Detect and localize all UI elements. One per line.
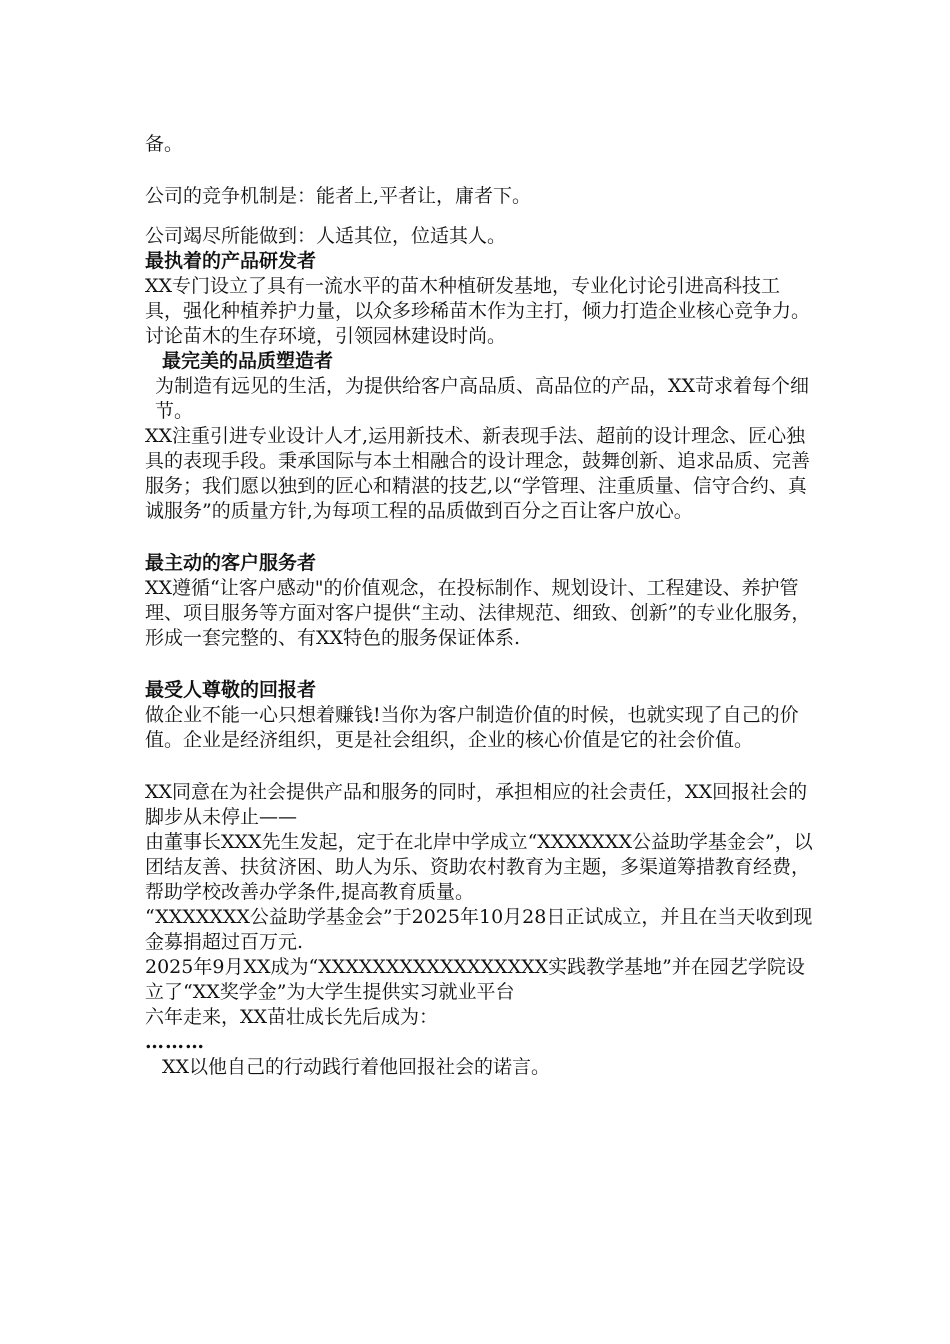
paragraph-quality-design: XX注重引进专业设计人才,运用新技术、新表现手法、超前的设计理念、匠心独具的表现手段。秉承国际与本土相融合的设计理念，鼓舞创新、追求品质、完善服务；我们愿以独到的匠心和精湛的技艺,以“学管理、注重质量、信守合约、真诚服务”的质量方针,为每项工程的品质做到百分之百让客户放心。 [145, 425, 811, 522]
paragraph-fragment: 备。 [145, 133, 184, 155]
paragraph-service: XX遵循“让客户感动"的价值观念，在投标制作、规划设计、工程建设、养护管理、项目服务等方面对客户提供“主动、法律规范、细致、创新”的专业化服务，形成一套完整的、有XX特色的服务保证体系. [145, 577, 811, 649]
heading-quality: 最完美的品质塑造者 [162, 350, 334, 372]
paragraph-teaching-base: 2025年9月XX成为“XXXXXXXXXXXXXXXXX实践教学基地”并在园艺学院设立了“XX奖学金”为大学生提供实习就业平台 [145, 956, 805, 1003]
paragraph-closing: XX以他自己的行动践行着他回报社会的诺言。 [162, 1056, 551, 1078]
paragraph-six-years: 六年走来，XX苗壮成长先后成为： [145, 1006, 439, 1028]
heading-return: 最受人尊敬的回报者 [145, 679, 317, 701]
paragraph-foundation-established: “XXXXXXX公益助学基金会”于2025年10月28日正试成立，并且在当天收到现金募捐超过百万元. [145, 906, 813, 953]
paragraph-social-responsibility: XX同意在为社会提供产品和服务的同时，承担相应的社会责任，XX回报社会的脚步从未停止—— [145, 781, 808, 828]
document-page [145, 132, 815, 1080]
paragraph-positioning: 公司竭尽所能做到：人适其位，位适其人。 [145, 225, 507, 247]
heading-research: 最执着的产品研发者 [145, 250, 317, 272]
paragraph-competition: 公司的竞争机制是：能者上,平者让，庸者下。 [145, 185, 532, 207]
heading-service: 最主动的客户服务者 [145, 552, 317, 574]
paragraph-foundation: 由董事长XXX先生发起，定于在北岸中学成立“XXXXXXX公益助学基金会”，以团结友善、扶贫济困、助人为乐、资助农村教育为主题，多渠道筹措教育经费，帮助学校改善办学条件,提高教育质量。 [145, 831, 813, 903]
paragraph-return-value: 做企业不能一心只想着赚钱!当你为客户制造价值的时候，也就实现了自己的价值。企业是经济组织，更是社会组织，企业的核心价值是它的社会价值。 [145, 704, 799, 751]
paragraph-quality-intro: 为制造有远见的生活，为提供给客户高品质、高品位的产品，XX苛求着每个细节。 [155, 375, 810, 422]
paragraph-research: XX专门设立了具有一流水平的苗木种植研发基地，专业化讨论引进高科技工具，强化种植养护力量，以众多珍稀苗木作为主打，倾力打造企业核心竞争力。讨论苗木的生存环境，引领园林建设时尚。 [145, 275, 811, 347]
ellipsis-line: ……… [145, 1031, 205, 1053]
